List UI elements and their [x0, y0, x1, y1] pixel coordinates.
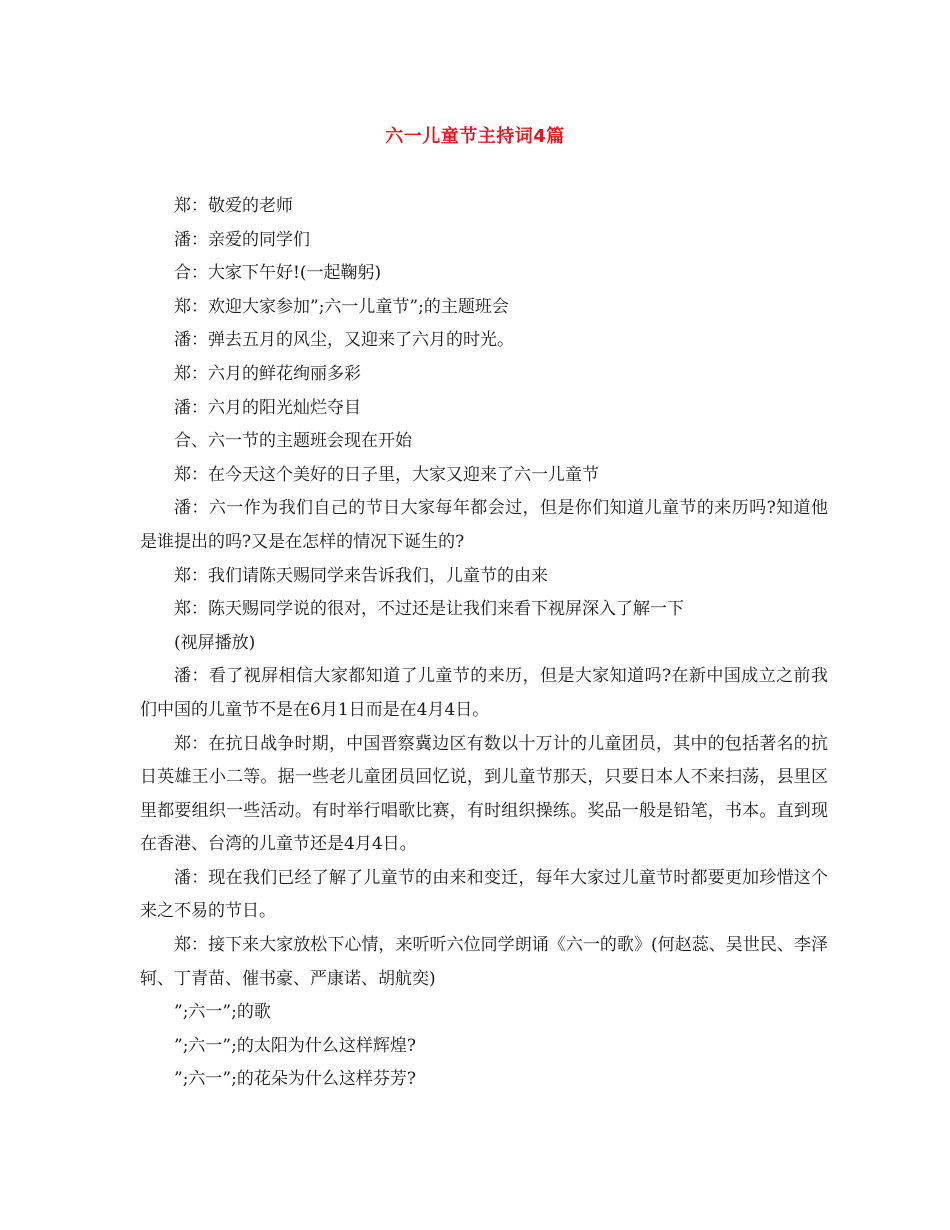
paragraph: 合：大家下午好!(一起鞠躬) — [174, 263, 382, 284]
paragraph: 郑：敬爱的老师 — [174, 196, 293, 216]
paragraph: 潘：亲爱的同学们 — [174, 229, 310, 250]
paragraph: 潘：看了视屏相信大家都知道了儿童节的来历，但是大家知道吗?在新中国成立之前我们中国的儿童节不是在6月1日而是在4月4日。 — [140, 666, 828, 720]
document-title: 六一儿童节主持词4篇 — [385, 126, 565, 147]
paragraph: (视屏播放) — [174, 632, 256, 653]
paragraph: ”;六一”;的太阳为什么这样辉煌? — [174, 1035, 416, 1056]
paragraph: 郑：欢迎大家参加”;六一儿童节”;的主题班会 — [174, 296, 509, 317]
paragraph: 郑：在今天这个美好的日子里，大家又迎来了六一儿童节 — [174, 464, 599, 485]
paragraph: 郑：六月的鲜花绚丽多彩 — [174, 363, 361, 384]
paragraph: 合、六一节的主题班会现在开始 — [174, 431, 412, 452]
paragraph: 郑：在抗日战争时期，中国晋察冀边区有数以十万计的儿童团员，其中的包括著名的抗日英雄王小二等。据一些老儿童团员回忆说，到儿童节那天，只要日本人不来扫荡，县里区里都要组织一些活动。有时举行唱歌比赛，有时组织操练。奖品一般是铅笔，书本。直到现在香港、台湾的儿童节还是4月4日。 — [140, 733, 828, 855]
paragraph: 潘：六月的阳光灿烂夺目 — [174, 397, 361, 418]
paragraph: 郑：陈天赐同学说的很对，不过还是让我们来看下视屏深入了解一下 — [174, 599, 684, 620]
paragraph: ”;六一”;的歌 — [174, 1002, 271, 1023]
paragraph: ”;六一”;的花朵为什么这样芬芳? — [174, 1069, 416, 1090]
paragraph: 潘：现在我们已经了解了儿童节的由来和变迁，每年大家过儿童节时都要更加珍惜这个来之不易的节日。 — [140, 867, 828, 922]
paragraph: 潘：弹去五月的风尘，又迎来了六月的时光。 — [174, 330, 514, 351]
document-body — [140, 190, 828, 1097]
paragraph: 郑：接下来大家放松下心情，来听听六位同学朗诵《六一的歌》(何赵蕊、吴世民、李泽轲、丁青苗、催书豪、严康诺、胡航奕) — [140, 935, 828, 989]
paragraph: 潘：六一作为我们自己的节日大家每年都会过，但是你们知道儿童节的来历吗?知道他是谁提出的吗?又是在怎样的情况下诞生的? — [140, 498, 828, 552]
paragraph: 郑：我们请陈天赐同学来告诉我们，儿童节的由来 — [174, 565, 548, 586]
